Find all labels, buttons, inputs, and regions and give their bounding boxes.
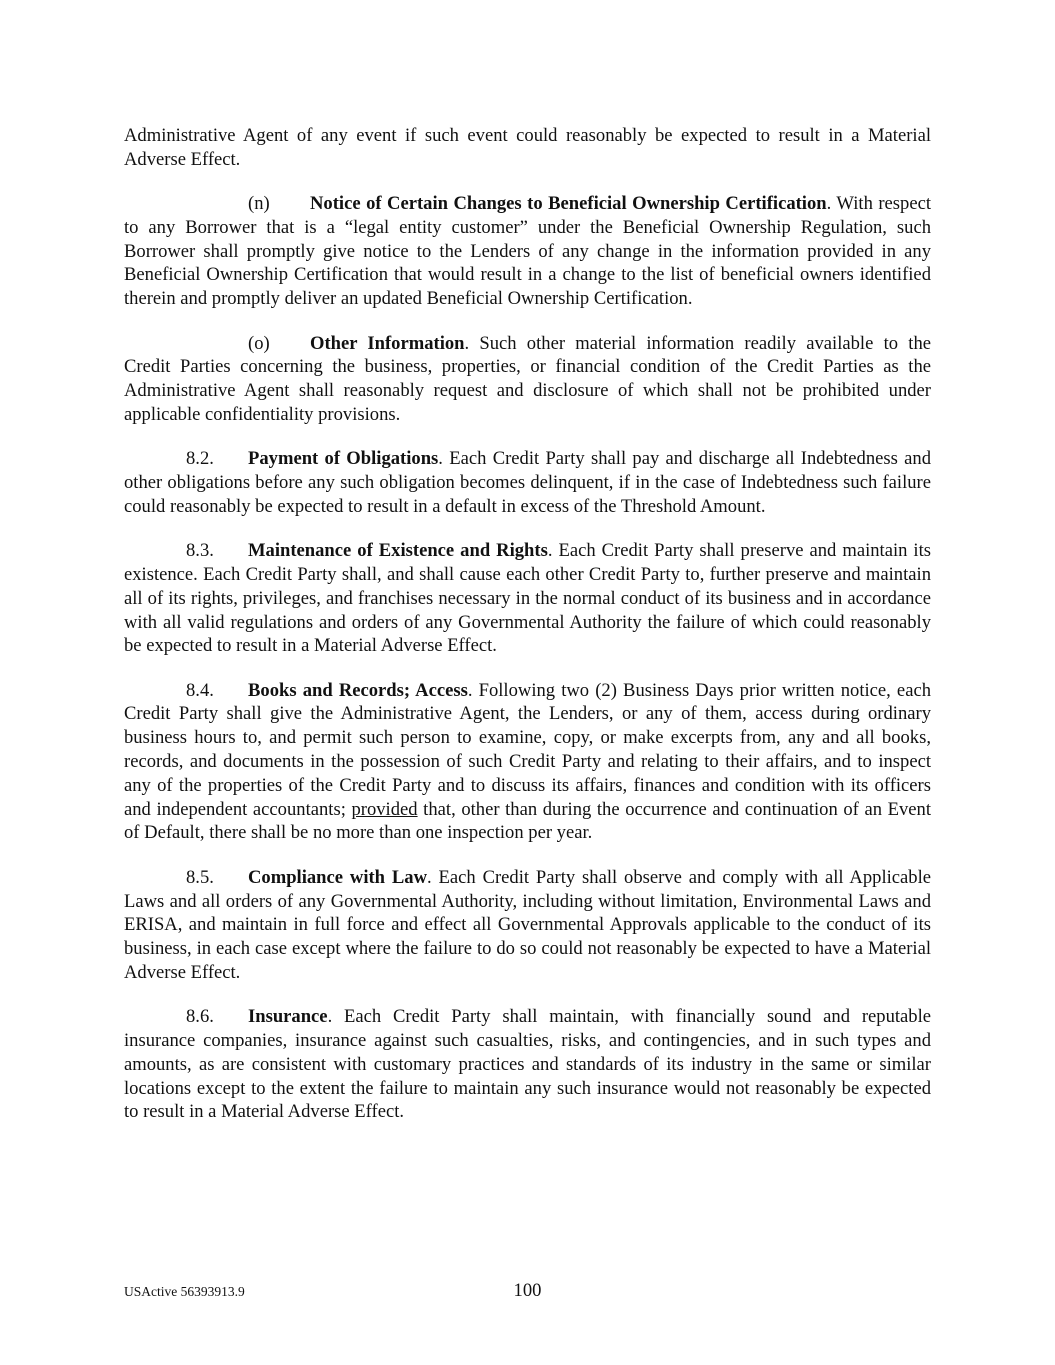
paragraph-text: Such other material information readily available to the Credit Parties concerning the business, properties, or financial condition of the Credit Parties as the Administrative Agent shall reasonably request and disclosure of which shall not be prohibited under applicable confidentiality provisions. <box>124 332 931 425</box>
paragraph-text: With respect to any Borrower that is a “legal entity customer” under the Beneficial Ownership Regulation, such Borrower shall promptly give notice to the Lenders of any change in the information provided in any Beneficial Ownership Certification that would result in a change to the list of beneficial owners identified therein and promptly deliver an updated Beneficial Ownership Certification. <box>124 193 932 310</box>
section-number: 8.5. <box>186 866 214 888</box>
section-text: Each Credit Party shall observe and comply with all Applicable Laws and all orders of any Governmental Authority, including without limitation, Environmental Laws and ERISA, and maintain in full force and effect all Governmental Approvals applicable to the conduct of its business, in each case except where the failure to do so could not reasonably be expected to have a Material Adverse Effect. <box>124 866 931 983</box>
section-8-6 <box>124 1005 931 1124</box>
heading-punct: . <box>464 332 470 354</box>
section-heading: Maintenance of Existence and Rights <box>248 540 548 562</box>
continuation-paragraph: Administrative Agent of any event if such event could reasonably be expected to result in a Material Adverse Effect. <box>124 125 931 170</box>
section-text: Each Credit Party shall preserve and maintain its existence. Each Credit Party shall, and shall cause each other Credit Party to, further preserve and maintain all of its rights, privileges, and franchises necessary in the normal conduct of its business and in accordance with all valid regulations and orders of any Governmental Authority the failure of which could reasonably be expected to result in a Material Adverse Effect. <box>124 540 931 657</box>
paragraph-o <box>124 332 931 427</box>
section-8-2 <box>124 447 931 518</box>
paragraph-number: (o) <box>248 332 270 354</box>
section-8-4 <box>124 679 931 846</box>
section-heading: Compliance with Law <box>248 866 428 888</box>
section-number: 8.3. <box>186 540 214 562</box>
page-number: 100 <box>513 1280 542 1301</box>
paragraph-heading: Notice of Certain Changes to Beneficial Ownership Certification <box>310 193 827 215</box>
section-heading: Insurance <box>248 1006 328 1028</box>
section-text-continued: that, other than during the occurrence and continuation of an Event of Default, there shall be no more than one inspection per year. <box>124 798 931 844</box>
section-text: Each Credit Party shall maintain, with financially sound and reputable insurance companies, insurance against such casualties, risks, and contingencies, and in such types and amounts, as are consistent with customary practices and standards of its industry in the same or similar locations except to the extent the failure to maintain any such insurance would not reasonably be expected to result in a Material Adverse Effect. <box>124 1006 931 1123</box>
section-text: Each Credit Party shall pay and discharge all Indebtedness and other obligations before any such obligation becomes delinquent, if in the case of Indebtedness such failure could reasonably be expected to result in a default in excess of the Threshold Amount. <box>124 448 931 517</box>
heading-punct: . <box>438 448 443 470</box>
heading-punct: . <box>327 1006 333 1028</box>
paragraph-heading: Other Information <box>310 332 465 354</box>
footer-document-id: USActive 56393913.9 <box>124 1284 245 1299</box>
paragraph-n <box>124 192 931 311</box>
document-body <box>124 124 931 1145</box>
section-heading: Payment of Obligations <box>248 448 439 470</box>
section-number: 8.4. <box>186 679 214 701</box>
section-8-3 <box>124 539 931 658</box>
heading-punct: . <box>547 540 553 562</box>
section-number: 8.2. <box>186 448 214 470</box>
underlined-term: provided <box>351 798 418 820</box>
paragraph-number: (n) <box>248 193 270 215</box>
section-text: Following two (2) Business Days prior written notice, each Credit Party shall give the Administrative Agent, the Lenders, or any of them, access during ordinary business hours to, and permit such person to examine, copy, or make excerpts from, any and all books, records, and documents in the possession of such Credit Party and relating to their affairs, and to inspect any of the properties of the Credit Party and to discuss its affairs, finances and condition with its officers and independent accountants; <box>124 679 931 820</box>
heading-punct: . <box>427 866 432 888</box>
section-number: 8.6. <box>186 1006 214 1028</box>
section-8-5 <box>124 866 931 985</box>
heading-punct: . <box>467 679 473 701</box>
heading-punct: . <box>826 193 832 215</box>
section-heading: Books and Records; Access <box>248 679 468 701</box>
